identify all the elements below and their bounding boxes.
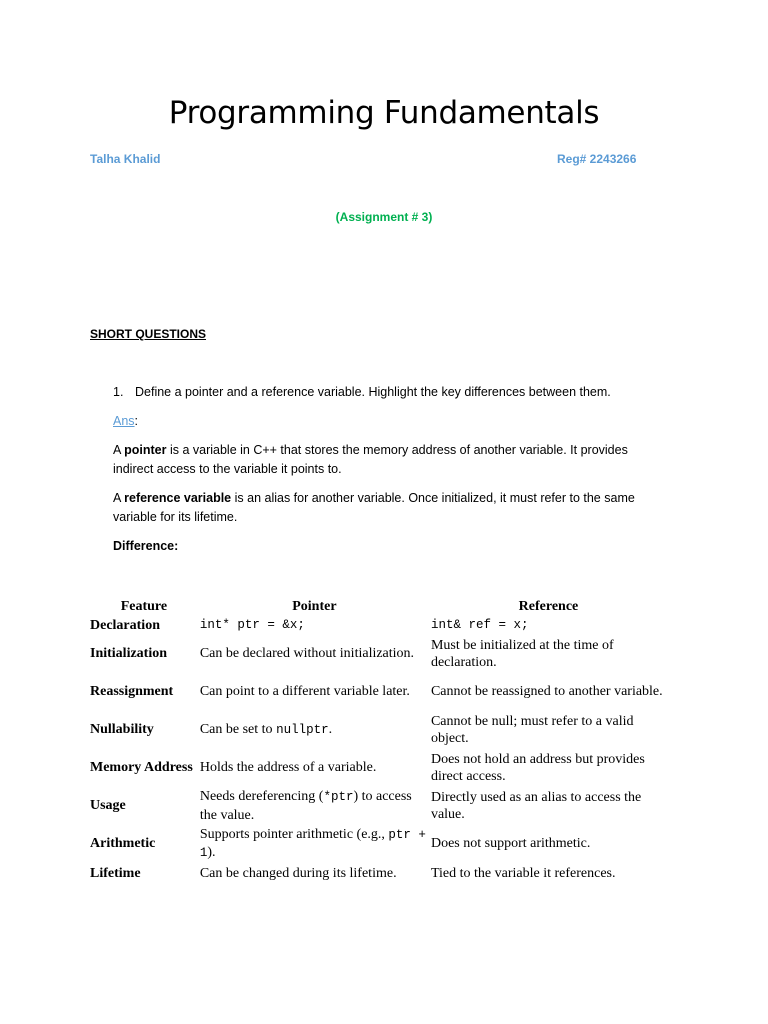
- row-reference: Must be initialized at the time of declaration.: [430, 637, 614, 670]
- table-header-row: [89, 597, 667, 616]
- p1-prefix: A: [113, 443, 125, 457]
- ans-colon: :: [134, 414, 139, 428]
- pointer-code: nullptr: [276, 722, 329, 737]
- pointer-code: *ptr: [323, 790, 354, 804]
- difference-label: Difference:: [113, 539, 179, 553]
- table-row: [89, 711, 667, 749]
- row-feature: Memory Address: [90, 760, 193, 776]
- answer-label: [113, 414, 138, 428]
- row-pointer: Can be declared without initialization.: [199, 646, 415, 662]
- header-reference: Reference: [518, 598, 579, 614]
- table-row: [89, 825, 667, 863]
- row-pointer: [199, 787, 430, 825]
- pointer-text: Needs dereferencing (: [199, 789, 324, 804]
- question-text: Define a pointer and a reference variable. Highlight the key differences between them.: [135, 385, 611, 399]
- reference-code: int& ref = x;: [430, 618, 529, 633]
- pointer-text: ).: [207, 845, 216, 860]
- row-feature: Arithmetic: [90, 836, 156, 852]
- row-feature: Usage: [90, 798, 126, 814]
- row-reference: Does not hold an address but provides direct access.: [430, 751, 645, 784]
- row-reference: [430, 616, 667, 635]
- table-row: [89, 616, 667, 635]
- table-row: [89, 635, 667, 673]
- ans-word: Ans: [113, 414, 135, 428]
- header-feature: Feature: [120, 598, 168, 614]
- table-row: [89, 863, 667, 885]
- row-feature: Reassignment: [90, 684, 174, 700]
- section-heading: SHORT QUESTIONS: [90, 327, 207, 341]
- pointer-definition: [113, 441, 653, 479]
- pointer-text: Supports pointer arithmetic (e.g.,: [199, 826, 389, 842]
- row-pointer: Can point to a different variable later.: [199, 684, 410, 700]
- p1-body: is a variable in C++ that stores the memory address of another variable. It provides indirect access to the variable it points to.: [113, 443, 628, 476]
- row-reference: Directly used as an alias to access the value.: [430, 789, 642, 822]
- table-row: [89, 673, 667, 711]
- page-title: Programming Fundamentals: [168, 95, 600, 131]
- p2-body: is an alias for another variable. Once initialized, it must refer to the same variable for its lifetime.: [113, 491, 635, 524]
- row-feature: Nullability: [90, 722, 154, 738]
- comparison-table: [89, 597, 667, 885]
- question-1: [113, 385, 611, 399]
- pointer-code: ptr + 1: [199, 827, 426, 860]
- registration-number: Reg# 2243266: [557, 152, 637, 166]
- row-reference: Tied to the variable it references.: [430, 866, 616, 882]
- pointer-code: int* ptr = &x;: [199, 618, 305, 633]
- row-pointer: Can be changed during its lifetime.: [199, 866, 397, 882]
- table-row: [89, 787, 667, 825]
- row-reference: Cannot be null; must refer to a valid object.: [430, 713, 634, 746]
- row-reference: Does not support arithmetic.: [430, 836, 591, 852]
- row-pointer: [199, 711, 430, 749]
- p2-prefix: A: [113, 491, 125, 505]
- pointer-text: Can be set to: [199, 721, 277, 737]
- reference-definition: [113, 489, 653, 527]
- header-pointer: Pointer: [292, 598, 337, 614]
- question-number: 1.: [113, 385, 124, 399]
- p1-bold-term: pointer: [124, 443, 167, 457]
- assignment-label: (Assignment # 3): [335, 210, 433, 224]
- row-feature: Lifetime: [90, 866, 141, 882]
- p2-bold-term: reference variable: [124, 491, 232, 505]
- author-name: Talha Khalid: [90, 152, 161, 166]
- row-pointer: Holds the address of a variable.: [199, 760, 377, 776]
- pointer-text: .: [328, 721, 333, 737]
- row-feature: Initialization: [90, 646, 168, 662]
- row-reference: Cannot be reassigned to another variable.: [430, 684, 663, 700]
- row-pointer: [199, 825, 430, 863]
- row-pointer: [199, 616, 430, 635]
- pointer-text: ) to access the value.: [199, 789, 412, 823]
- table-row: [89, 749, 667, 787]
- row-feature: Declaration: [90, 617, 160, 633]
